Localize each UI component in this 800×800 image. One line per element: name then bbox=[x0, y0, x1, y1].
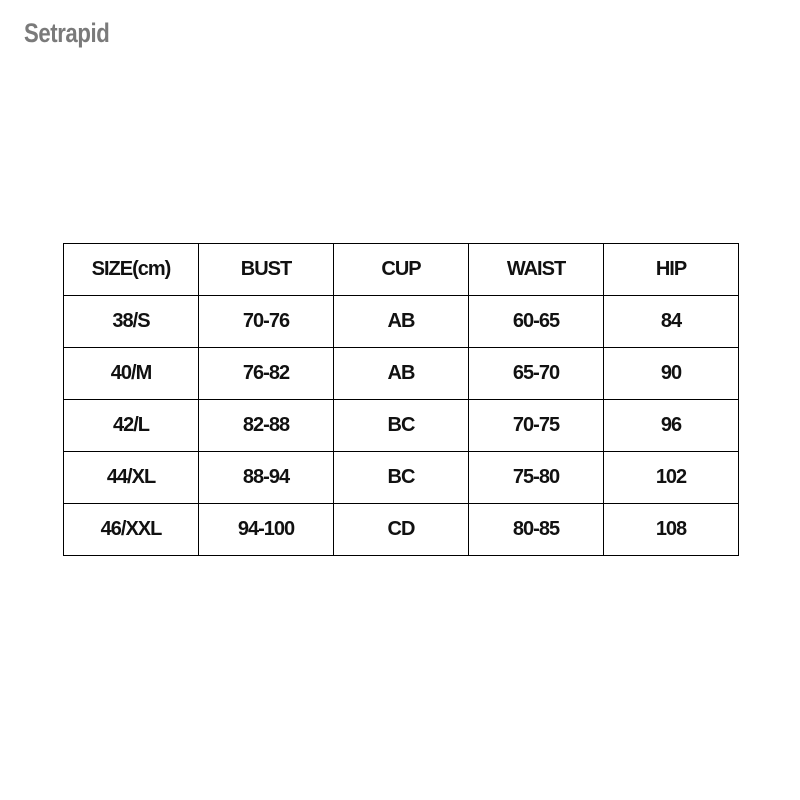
table-header-row bbox=[64, 244, 739, 296]
cell-size: 38/S bbox=[64, 296, 199, 348]
size-chart-table bbox=[63, 243, 739, 556]
cell-cup: AB bbox=[334, 348, 469, 400]
cell-hip: 96 bbox=[604, 400, 739, 452]
cell-bust: 82-88 bbox=[199, 400, 334, 452]
header-cup: CUP bbox=[334, 244, 469, 296]
header-size: SIZE(cm) bbox=[64, 244, 199, 296]
table-row bbox=[64, 348, 739, 400]
cell-cup: AB bbox=[334, 296, 469, 348]
cell-bust: 70-76 bbox=[199, 296, 334, 348]
cell-waist: 75-80 bbox=[469, 452, 604, 504]
cell-waist: 80-85 bbox=[469, 504, 604, 556]
cell-hip: 90 bbox=[604, 348, 739, 400]
cell-waist: 70-75 bbox=[469, 400, 604, 452]
cell-hip: 108 bbox=[604, 504, 739, 556]
cell-size: 42/L bbox=[64, 400, 199, 452]
cell-size: 46/XXL bbox=[64, 504, 199, 556]
cell-waist: 65-70 bbox=[469, 348, 604, 400]
cell-bust: 76-82 bbox=[199, 348, 334, 400]
header-waist: WAIST bbox=[469, 244, 604, 296]
header-bust: BUST bbox=[199, 244, 334, 296]
header-hip: HIP bbox=[604, 244, 739, 296]
cell-hip: 102 bbox=[604, 452, 739, 504]
cell-cup: BC bbox=[334, 400, 469, 452]
cell-size: 40/M bbox=[64, 348, 199, 400]
cell-bust: 88-94 bbox=[199, 452, 334, 504]
brand-watermark: Setrapid bbox=[24, 18, 110, 48]
table-row bbox=[64, 296, 739, 348]
cell-size: 44/XL bbox=[64, 452, 199, 504]
cell-cup: CD bbox=[334, 504, 469, 556]
table-row bbox=[64, 452, 739, 504]
cell-waist: 60-65 bbox=[469, 296, 604, 348]
cell-cup: BC bbox=[334, 452, 469, 504]
table-row bbox=[64, 504, 739, 556]
table-row bbox=[64, 400, 739, 452]
cell-hip: 84 bbox=[604, 296, 739, 348]
cell-bust: 94-100 bbox=[199, 504, 334, 556]
